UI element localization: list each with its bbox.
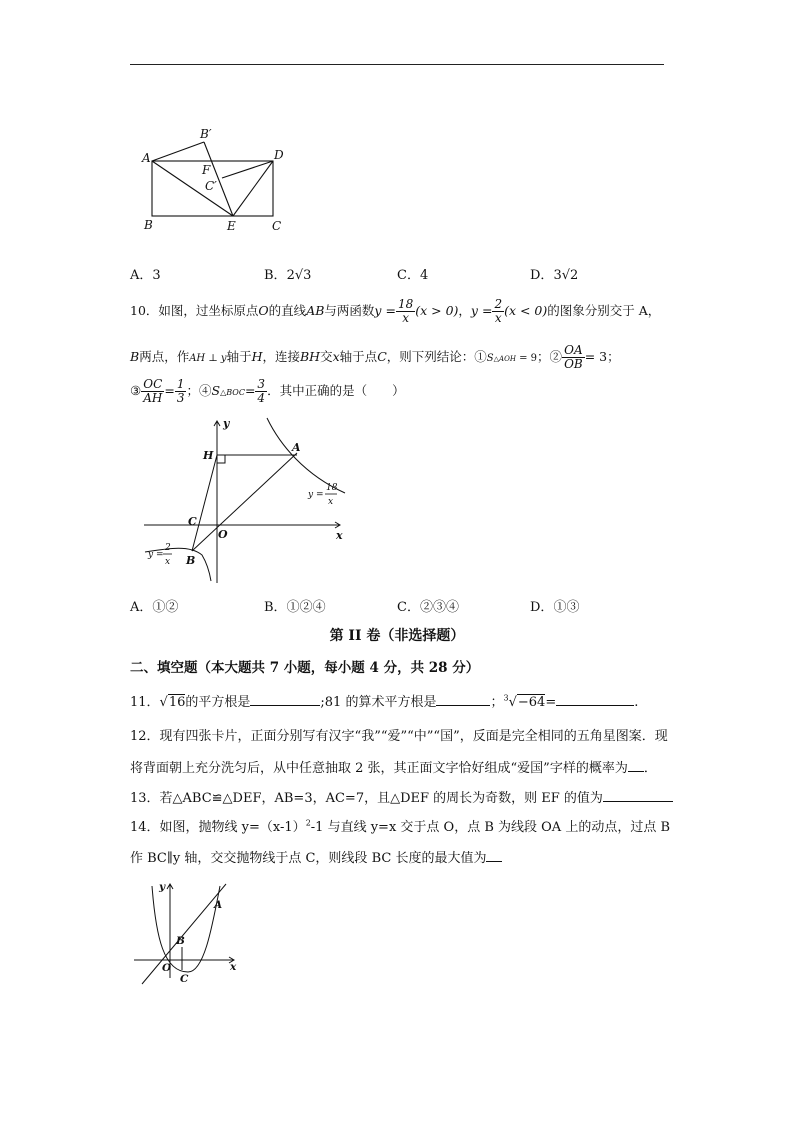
- q10-fig-f1-den: x: [328, 497, 334, 507]
- q10-number: 10．: [130, 303, 159, 318]
- q9-option-d[interactable]: [530, 264, 578, 283]
- q10-func2-lhs: y =: [470, 303, 493, 318]
- q10-option-d[interactable]: [530, 596, 579, 615]
- q12-blank[interactable]: [628, 759, 644, 772]
- option-value: 3√2: [553, 268, 579, 283]
- option-value: 3: [152, 268, 161, 283]
- q11-cube-index: 3: [503, 693, 509, 703]
- q10-c3-fraction: [141, 378, 164, 405]
- q9-label-C: C: [272, 219, 282, 233]
- q11-number: 11．: [130, 695, 160, 710]
- q9-label-F: F: [202, 163, 211, 177]
- q10-c2-fraction: [562, 344, 585, 371]
- q10-c4-value: [255, 378, 267, 405]
- q10-func2-fraction: [492, 298, 504, 325]
- q11-text: =: [545, 695, 557, 710]
- q10-var-x: x: [332, 349, 340, 364]
- q14-fig-label-A: A: [214, 899, 223, 911]
- option-value: ①②④: [286, 600, 326, 615]
- q10-var-BH: BH: [300, 349, 321, 364]
- q14-fig-label-y: y: [159, 881, 166, 893]
- q11-text: .: [634, 695, 639, 710]
- q10-fig-label-y: y: [223, 417, 230, 430]
- q11-blank-2[interactable]: [436, 693, 490, 706]
- q10-line-1: [130, 298, 660, 325]
- frac-num: 3: [257, 377, 266, 391]
- q10-text: ，连接: [262, 349, 300, 364]
- frac-den: 3: [176, 391, 185, 405]
- q14-fig-label-B: B: [176, 935, 185, 947]
- frac-den: x: [402, 311, 409, 325]
- q14-graph-figure: [128, 878, 248, 988]
- q9-label-B-prime: B′: [200, 127, 212, 141]
- q10-text: 的图象分别交于 A，: [547, 303, 661, 318]
- q9-option-c[interactable]: [397, 264, 428, 283]
- q10-fig-f1-num: 18: [326, 483, 338, 493]
- q13-text: 13．若△ABC≌△DEF，AB=3，AC=7，且△DEF 的周长为奇数，则 EF 的值为: [130, 791, 603, 806]
- q10-func1-fraction: [396, 298, 415, 325]
- option-letter: A．: [130, 268, 153, 283]
- q10-option-c[interactable]: [397, 596, 459, 615]
- frac-den: x: [494, 311, 502, 325]
- q14-line-1: [130, 816, 670, 835]
- q10-func1-lhs: y =: [374, 303, 396, 318]
- q10-c1-S: S: [486, 353, 494, 364]
- frac-den: 4: [257, 391, 266, 405]
- q9-option-b[interactable]: [264, 264, 311, 283]
- q10-text: 轴于: [226, 349, 252, 364]
- option-letter: B．: [264, 268, 287, 283]
- q10-graph-figure: [140, 415, 360, 587]
- frac-num: 18: [397, 297, 414, 311]
- q12-line-1: 12．现有四张卡片，正面分别写有汉字“我”“爱”“中”“国”，反面是完全相同的五角星图案．现: [130, 729, 668, 744]
- q10-var-H: H: [251, 349, 263, 364]
- q9-label-E: E: [227, 219, 236, 233]
- option-value: ②③④: [419, 600, 459, 615]
- q10-perp: AH ⊥ y: [189, 353, 227, 364]
- q10-text: ．其中正确的是（ ）: [267, 383, 405, 398]
- q14-fig-label-C: C: [180, 973, 189, 985]
- option-value: ①②: [152, 600, 179, 615]
- q10-fig-label-x: x: [336, 529, 343, 542]
- q10-text: ，则下列结论：①: [386, 349, 487, 364]
- option-letter: D．: [530, 600, 554, 615]
- option-value: ①③: [553, 600, 580, 615]
- q10-fig-f2-lhs: y =: [148, 550, 164, 560]
- q10-var-B: B: [130, 349, 140, 364]
- q10-fig-label-B: B: [186, 554, 196, 567]
- q10-text: ；②: [537, 349, 563, 364]
- q10-text: 轴于点: [339, 349, 378, 364]
- q12-text: 将背面朝上充分洗匀后，从中任意抽取 2 张，其正面文字恰好组成“爱国”字样的概率为: [130, 761, 628, 776]
- frac-den: OB: [564, 357, 583, 371]
- q10-text: ；④: [186, 383, 212, 398]
- q10-var-AB: AB: [306, 303, 325, 318]
- q10-line-3: [130, 378, 405, 405]
- q10-text: =: [244, 383, 256, 398]
- frac-num: OA: [562, 344, 585, 358]
- q10-text: 的直线: [268, 303, 307, 318]
- q10-func2-cond: (x < 0): [504, 303, 548, 318]
- q9-label-B: B: [144, 218, 153, 232]
- q9-label-C-prime: C′: [205, 179, 217, 193]
- q11: [130, 691, 638, 710]
- q10-fig-label-A: A: [292, 441, 301, 454]
- q10-text: 如图，过坐标原点: [158, 303, 259, 318]
- q10-c1-sub: △AOH: [493, 355, 516, 363]
- q11-blank-1[interactable]: [250, 693, 320, 706]
- q10-text: ③: [130, 383, 142, 398]
- q10-fig-label-H: H: [203, 449, 214, 462]
- q12-text: ．: [643, 761, 657, 776]
- q11-radicand-1: 16: [168, 695, 186, 710]
- q10-text: 交: [320, 349, 333, 364]
- option-letter: A．: [130, 600, 153, 615]
- q14-superscript: 2: [305, 818, 311, 828]
- q10-func1-cond: (x > 0): [415, 303, 459, 318]
- q12-line-2: [130, 757, 657, 776]
- q14-text: 14．如图，抛物线 y=（x-1）: [130, 820, 306, 835]
- q14-fig-label-x: x: [230, 961, 237, 973]
- q13-blank[interactable]: [603, 789, 673, 802]
- q14-fig-label-O: O: [162, 962, 172, 974]
- q10-fig-label-C: C: [188, 515, 197, 528]
- q10-c4-S: S: [211, 383, 221, 398]
- q13: [130, 787, 673, 806]
- q10-text: = 3；: [584, 349, 620, 364]
- frac-den: AH: [143, 391, 163, 405]
- q10-var-C: C: [377, 349, 387, 364]
- q10-text: 与两函数: [324, 303, 375, 318]
- q10-text: 两点，作: [139, 349, 190, 364]
- q11-sqrt: √16: [159, 695, 186, 710]
- q10-fig-f1-lhs: y =: [308, 490, 324, 500]
- q11-cube-root: $^3$√−64: [503, 693, 546, 710]
- q11-text: ；: [490, 695, 504, 710]
- q14-text: 作 BC∥y 轴，交交抛物线于点 C，则线段 BC 长度的最大值为: [130, 851, 487, 866]
- q9-label-A: A: [142, 151, 151, 165]
- option-letter: B．: [264, 600, 287, 615]
- q9-option-a[interactable]: [130, 264, 161, 283]
- q10-var-O: O: [258, 303, 269, 318]
- q10-line-2: [130, 344, 620, 371]
- option-letter: D．: [530, 268, 554, 283]
- option-value: 2√3: [286, 268, 312, 283]
- q10-text: ，: [458, 303, 471, 318]
- section-title: 第 II 卷（非选择题）: [329, 628, 465, 644]
- q14-text: -1 与直线 y=x 交于点 O，点 B 为线段 OA 上的动点，过点 B: [310, 820, 671, 835]
- q9-label-D: D: [274, 148, 284, 162]
- header-rule: [130, 64, 664, 65]
- q10-fig-f2-num: 2: [165, 543, 171, 553]
- q14-line-2: [130, 847, 502, 866]
- q10-option-b[interactable]: [264, 596, 326, 615]
- q10-c3-value: [175, 378, 187, 405]
- q14-blank[interactable]: [486, 849, 502, 862]
- section2-heading: 二、填空题（本大题共 7 小题，每小题 4 分，共 28 分）: [130, 660, 480, 676]
- q9-rectangle-figure: [138, 120, 298, 240]
- q10-option-a[interactable]: [130, 596, 178, 615]
- option-letter: C．: [397, 268, 420, 283]
- q11-blank-3[interactable]: [556, 693, 634, 706]
- q10-fig-f2-den: x: [165, 557, 171, 567]
- q11-radicand-2: −64: [517, 695, 546, 710]
- option-letter: C．: [397, 600, 420, 615]
- frac-num: 2: [494, 297, 503, 311]
- q10-text: =: [164, 383, 175, 398]
- q11-text: ;81 的算术平方根是: [320, 695, 437, 710]
- q10-c4-sub: △BOC: [220, 388, 245, 397]
- frac-num: 1: [176, 377, 185, 391]
- option-value: 4: [419, 268, 429, 283]
- q11-text: 的平方根是: [185, 695, 251, 710]
- q10-c1-val: = 9: [515, 353, 538, 364]
- frac-num: OC: [141, 378, 164, 392]
- q10-fig-label-O: O: [218, 528, 228, 541]
